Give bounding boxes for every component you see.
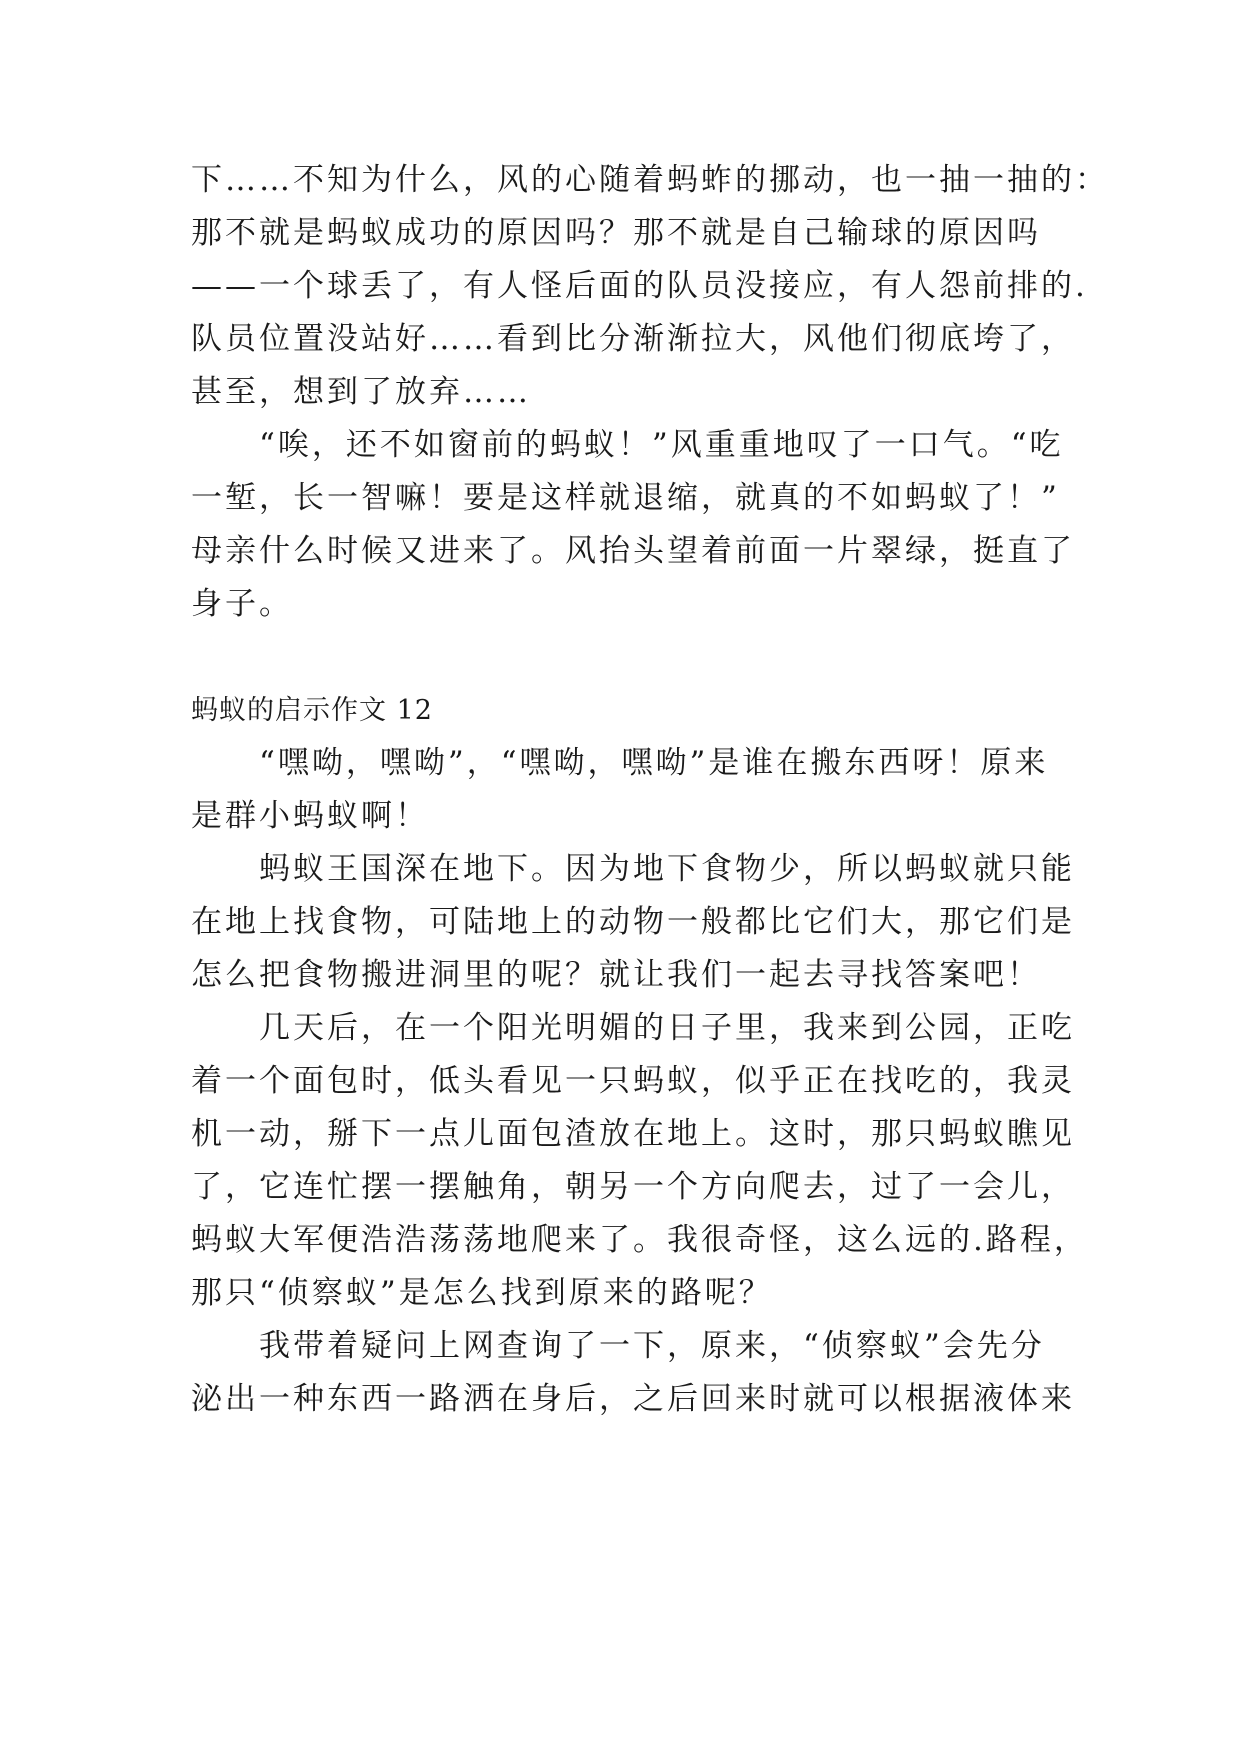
text-line: 那只“侦察蚁”是怎么找到原来的路呢？ bbox=[191, 1275, 773, 1311]
document-body bbox=[191, 154, 1109, 1426]
text-line: 母亲什么时候又进来了。风抬头望着前面一片翠绿，挺直了 bbox=[191, 533, 1075, 569]
text-line: 怎么把食物搬进洞里的呢？就让我们一起去寻找答案吧！ bbox=[191, 957, 1041, 993]
text-line: 蚂蚁大军便浩浩荡荡地爬来了。我很奇怪，这么远的.路程， bbox=[191, 1222, 1088, 1258]
text-line: 了，它连忙摆一摆触角，朝另一个方向爬去，过了一会儿， bbox=[191, 1169, 1075, 1205]
section-2 bbox=[191, 737, 1088, 1426]
text-line: 队员位置没站好……看到比分渐渐拉大，风他们彻底垮了， bbox=[191, 321, 1075, 357]
text-line: 身子。 bbox=[191, 586, 293, 622]
text-line: 是群小蚂蚁啊！ bbox=[191, 798, 429, 834]
text-line: “唉，还不如窗前的蚂蚁！”风重重地叹了一口气。“吃 bbox=[191, 427, 1064, 463]
text-line: 机一动，掰下一点儿面包渣放在地上。这时，那只蚂蚁瞧见 bbox=[191, 1116, 1075, 1152]
text-line: 下……不知为什么，风的心随着蚂蚱的挪动，也一抽一抽的： bbox=[191, 162, 1109, 198]
text-line: 蚂蚁王国深在地下。因为地下食物少，所以蚂蚁就只能 bbox=[191, 851, 1075, 887]
text-line: 那不就是蚂蚁成功的原因吗？那不就是自己输球的原因吗 bbox=[191, 215, 1041, 251]
section-spacer bbox=[191, 631, 1051, 684]
text-line: 泌出一种东西一路洒在身后，之后回来时就可以根据液体来 bbox=[191, 1381, 1075, 1417]
text-line: 甚至，想到了放弃…… bbox=[191, 374, 531, 410]
text-line: 一堑，长一智嘛！要是这样就退缩，就真的不如蚂蚁了！” bbox=[191, 480, 1060, 516]
section-1 bbox=[191, 154, 1109, 631]
text-line: “嘿呦，嘿呦”，“嘿呦，嘿呦”是谁在搬东西呀！原来 bbox=[191, 745, 1049, 781]
text-line: 我带着疑问上网查询了一下，原来，“侦察蚁”会先分 bbox=[191, 1328, 1045, 1364]
text-line: ——一个球丢了，有人怪后面的队员没接应，有人怨前排的. bbox=[191, 268, 1088, 304]
text-line: 着一个面包时，低头看见一只蚂蚁，似乎正在找吃的，我灵 bbox=[191, 1063, 1075, 1099]
text-line: 在地上找食物，可陆地上的动物一般都比它们大，那它们是 bbox=[191, 904, 1075, 940]
text-line: 几天后，在一个阳光明媚的日子里，我来到公园，正吃 bbox=[191, 1010, 1075, 1046]
section-heading: 蚂蚁的启示作文 12 bbox=[191, 695, 433, 726]
